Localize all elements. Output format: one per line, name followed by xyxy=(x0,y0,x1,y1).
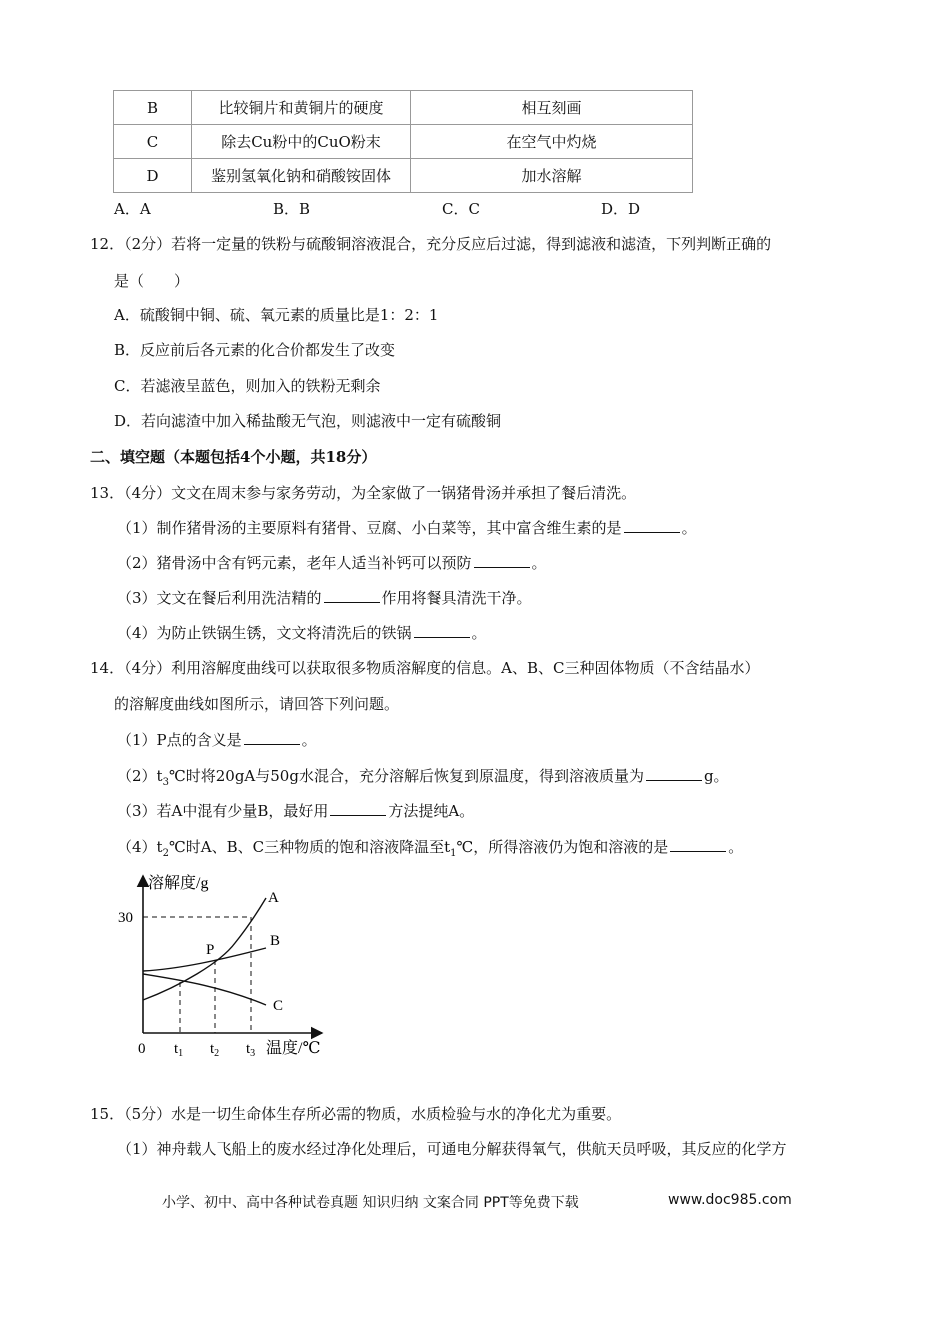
q13-part4-end: 。 xyxy=(471,624,487,642)
q14-part4-text-cont: ℃时A、B、C三种物质的饱和溶液降温至t xyxy=(168,838,451,856)
x-tick-t2 xyxy=(210,1041,219,1059)
row-operation: 比较铜片和黄铜片的硬度 xyxy=(192,91,411,125)
q13-stem: 13．（4分）文文在周末参与家务劳动，为全家做了一锅猪骨汤并承担了餐后清洗。 xyxy=(90,484,637,502)
tick-subscript: 1 xyxy=(178,1048,184,1059)
q14-part1-text: （1）P点的含义是 xyxy=(117,731,242,749)
series-label-c: C xyxy=(273,998,284,1014)
x-axis-label: 温度/℃ xyxy=(266,1040,321,1057)
q14-part4-text: （4）t xyxy=(117,838,163,856)
q13-part2-text: （2）猪骨汤中含有钙元素，老年人适当补钙可以预防 xyxy=(117,554,472,572)
series-label-a: A xyxy=(268,890,279,906)
answer-blank[interactable] xyxy=(324,588,380,603)
q14-stem-line1: 14．（4分）利用溶解度曲线可以获取很多物质溶解度的信息。A、B、C三种固体物质（不含结晶水） xyxy=(90,659,760,677)
q14-part1 xyxy=(117,729,317,750)
q14-part4 xyxy=(117,836,743,859)
q13-part4-text: （4）为防止铁锅生锈，文文将清洗后的铁锅 xyxy=(117,624,412,642)
q13-part3-text: （3）文文在餐后利用洗洁精的 xyxy=(117,589,322,607)
tick-subscript: 2 xyxy=(214,1048,220,1059)
answer-blank[interactable] xyxy=(474,553,530,568)
q13-part2 xyxy=(117,552,547,573)
point-p-label: P xyxy=(206,942,215,958)
q13-part1 xyxy=(117,517,697,538)
q12-stem-line1: 12．（2分）若将一定量的铁粉与硫酸铜溶液混合，充分反应后过滤，得到滤液和滤渣，下列判断正确的 xyxy=(90,235,772,253)
q12-option-d: D．若向滤渣中加入稀盐酸无气泡，则滤液中一定有硫酸铜 xyxy=(114,412,502,430)
y-value-label: 30 xyxy=(118,910,133,926)
q11-option-c: C．C xyxy=(442,200,480,218)
y-axis-label: 溶解度/g xyxy=(148,875,209,892)
q11-option-a: A．A xyxy=(114,200,151,218)
table-row xyxy=(114,159,693,193)
row-method: 在空气中灼烧 xyxy=(411,125,693,159)
answer-blank[interactable] xyxy=(414,623,470,638)
section-title: 二、填空题（本题包括4个小题，共18分） xyxy=(90,448,377,466)
row-label: C xyxy=(114,125,192,159)
curve-c xyxy=(143,974,266,1005)
origin-label: 0 xyxy=(138,1041,146,1057)
q14-part2-text-cont: ℃时将20gA与50g水混合，充分溶解后恢复到原温度，得到溶液质量为 xyxy=(168,767,644,785)
curve-b xyxy=(143,948,266,971)
table-row xyxy=(114,91,693,125)
q13-part1-text: （1）制作猪骨汤的主要原料有猪骨、豆腐、小白菜等，其中富含维生素的是 xyxy=(117,519,622,537)
q13-part1-end: 。 xyxy=(681,519,697,537)
footer-text: 小学、初中、高中各种试卷真题 知识归纳 文案合同 PPT等免费下载 xyxy=(162,1195,579,1211)
subscript: 2 xyxy=(162,848,169,859)
q14-part1-end: 。 xyxy=(301,731,317,749)
q15-part1: （1）神舟载人飞船上的废水经过净化处理后，可通电分解获得氧气，供航天员呼吸，其反应的化学方 xyxy=(117,1140,787,1158)
row-label: D xyxy=(114,159,192,193)
x-tick-t1 xyxy=(174,1041,183,1059)
footer-url[interactable]: www.doc985.com xyxy=(668,1192,792,1208)
series-label-b: B xyxy=(270,933,281,949)
q11-option-d: D．D xyxy=(601,200,641,218)
q14-part2 xyxy=(117,765,729,788)
q12-option-a: A．硫酸铜中铜、硫、氧元素的质量比是1：2：1 xyxy=(114,306,439,324)
row-method: 相互刻画 xyxy=(411,91,693,125)
answer-blank[interactable] xyxy=(646,766,702,781)
tick-letter: t xyxy=(174,1041,179,1057)
table-row xyxy=(114,125,693,159)
q14-part4-text-cont2: ℃，所得溶液仍为饱和溶液的是 xyxy=(456,838,669,856)
q14-part2-text: （2）t xyxy=(117,767,163,785)
subscript: 1 xyxy=(450,848,457,859)
row-operation: 除去Cu粉中的CuO粉末 xyxy=(192,125,411,159)
q13-part4 xyxy=(117,622,487,643)
options-table xyxy=(113,90,693,193)
q14-part3-end: 方法提纯A。 xyxy=(388,802,475,820)
tick-subscript: 3 xyxy=(250,1048,256,1059)
row-method: 加水溶解 xyxy=(411,159,693,193)
q15-stem: 15．（5分）水是一切生命体生存所必需的物质，水质检验与水的净化尤为重要。 xyxy=(90,1105,622,1123)
answer-blank[interactable] xyxy=(624,518,680,533)
x-tick-t3 xyxy=(246,1041,255,1059)
q12-option-c: C．若滤液呈蓝色，则加入的铁粉无剩余 xyxy=(114,377,381,395)
answer-blank[interactable] xyxy=(330,801,386,816)
q11-option-b: B．B xyxy=(273,200,311,218)
q14-part3 xyxy=(117,800,474,821)
q13-part3 xyxy=(117,587,532,608)
answer-blank[interactable] xyxy=(670,837,726,852)
q14-stem-line2: 的溶解度曲线如图所示，请回答下列问题。 xyxy=(114,695,400,713)
tick-letter: t xyxy=(210,1041,215,1057)
row-label: B xyxy=(114,91,192,125)
q12-option-b: B．反应前后各元素的化合价都发生了改变 xyxy=(114,341,396,359)
subscript: 3 xyxy=(162,777,169,788)
solubility-chart xyxy=(110,868,360,1068)
row-operation: 鉴别氢氧化钠和硝酸铵固体 xyxy=(192,159,411,193)
tick-letter: t xyxy=(246,1041,251,1057)
q14-part4-end: 。 xyxy=(728,838,744,856)
q13-part3-end: 作用将餐具清洗干净。 xyxy=(381,589,532,607)
q13-part2-end: 。 xyxy=(531,554,547,572)
q14-part2-end: g。 xyxy=(703,767,729,785)
answer-blank[interactable] xyxy=(244,730,300,745)
q12-stem-line2: 是（ ） xyxy=(114,272,190,290)
q14-part3-text: （3）若A中混有少量B，最好用 xyxy=(117,802,329,820)
